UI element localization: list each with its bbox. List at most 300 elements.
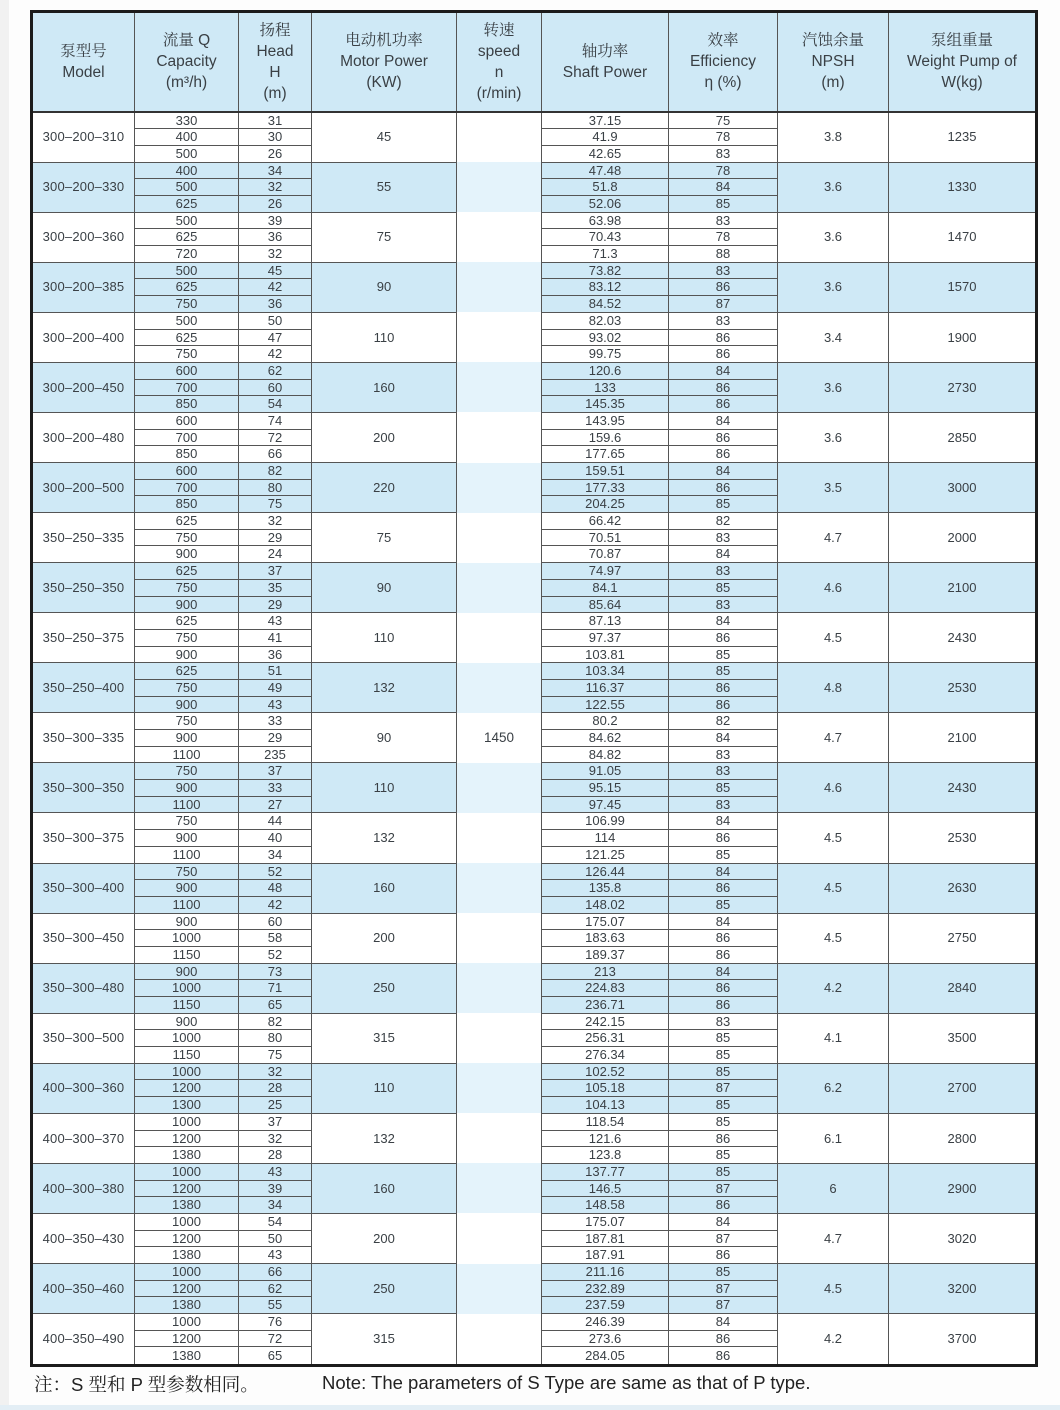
shaft-power-cell: 104.13: [542, 1097, 669, 1114]
motor-power-cell: 160: [312, 362, 457, 412]
efficiency-cell: 84: [669, 463, 778, 480]
head-cell: 55: [239, 1297, 312, 1314]
efficiency-cell: 86: [669, 930, 778, 947]
head-cell: 66: [239, 446, 312, 463]
head-cell: 82: [239, 463, 312, 480]
shaft-power-cell: 211.16: [542, 1264, 669, 1281]
pump-spec-table: [30, 10, 1038, 1367]
model-cell: 350–250–335: [32, 513, 135, 563]
spec-table-body: [32, 112, 1037, 1366]
head-cell: 60: [239, 379, 312, 396]
capacity-cell: 900: [135, 963, 239, 980]
efficiency-cell: 84: [669, 913, 778, 930]
header-line: 汽蚀余量: [801, 32, 864, 50]
capacity-cell: 1200: [135, 1230, 239, 1247]
shaft-power-cell: 137.77: [542, 1163, 669, 1180]
weight-cell: 2000: [889, 513, 1037, 563]
npsh-cell: 3.6: [778, 362, 889, 412]
capacity-cell: 625: [135, 513, 239, 530]
head-cell: 32: [239, 1063, 312, 1080]
col-header-efficiency: [669, 12, 778, 112]
shaft-power-cell: 256.31: [542, 1030, 669, 1047]
capacity-cell: 625: [135, 279, 239, 296]
efficiency-cell: 84: [669, 1213, 778, 1230]
shaft-power-cell: 103.34: [542, 663, 669, 680]
motor-power-cell: 250: [312, 963, 457, 1013]
efficiency-cell: 85: [669, 1097, 778, 1114]
weight-cell: 2630: [889, 863, 1037, 913]
table-row: [32, 663, 1037, 680]
capacity-cell: 625: [135, 229, 239, 246]
capacity-cell: 625: [135, 663, 239, 680]
capacity-cell: 600: [135, 463, 239, 480]
motor-power-cell: 160: [312, 1163, 457, 1213]
capacity-cell: 750: [135, 813, 239, 830]
capacity-cell: 1100: [135, 896, 239, 913]
efficiency-cell: 84: [669, 412, 778, 429]
shaft-power-cell: 99.75: [542, 346, 669, 363]
motor-power-cell: 110: [312, 1063, 457, 1113]
shaft-power-cell: 82.03: [542, 312, 669, 329]
model-cell: 300–200–400: [32, 312, 135, 362]
capacity-cell: 400: [135, 162, 239, 179]
efficiency-cell: 83: [669, 145, 778, 162]
npsh-cell: 4.7: [778, 713, 889, 763]
weight-cell: 3020: [889, 1213, 1037, 1263]
header-line: 转速: [483, 21, 515, 39]
shaft-power-cell: 91.05: [542, 763, 669, 780]
capacity-cell: 900: [135, 696, 239, 713]
header-line: 扬程: [259, 21, 291, 39]
motor-power-cell: 110: [312, 312, 457, 362]
shaft-power-cell: 143.95: [542, 412, 669, 429]
efficiency-cell: 86: [669, 1247, 778, 1264]
model-cell: 300–200–500: [32, 463, 135, 513]
head-cell: 54: [239, 396, 312, 413]
capacity-cell: 900: [135, 1013, 239, 1030]
shaft-power-cell: 273.6: [542, 1330, 669, 1347]
speed-cell: [457, 362, 542, 412]
efficiency-cell: 86: [669, 329, 778, 346]
motor-power-cell: 90: [312, 713, 457, 763]
motor-power-cell: 75: [312, 212, 457, 262]
shaft-power-cell: 237.59: [542, 1297, 669, 1314]
header-line: speed: [477, 42, 521, 60]
header-row: [32, 12, 1037, 112]
capacity-cell: 625: [135, 329, 239, 346]
capacity-cell: 500: [135, 145, 239, 162]
model-cell: 350–250–375: [32, 613, 135, 663]
model-cell: 300–200–385: [32, 262, 135, 312]
efficiency-cell: 86: [669, 396, 778, 413]
capacity-cell: 1000: [135, 1030, 239, 1047]
capacity-cell: 1000: [135, 930, 239, 947]
head-cell: 50: [239, 1230, 312, 1247]
motor-power-cell: 75: [312, 513, 457, 563]
motor-power-cell: 132: [312, 663, 457, 713]
head-cell: 37: [239, 763, 312, 780]
capacity-cell: 750: [135, 296, 239, 313]
shaft-power-cell: 84.1: [542, 579, 669, 596]
capacity-cell: 1000: [135, 1314, 239, 1331]
shaft-power-cell: 189.37: [542, 946, 669, 963]
shaft-power-cell: 87.13: [542, 613, 669, 630]
shaft-power-cell: 123.8: [542, 1147, 669, 1164]
head-cell: 72: [239, 429, 312, 446]
efficiency-cell: 84: [669, 963, 778, 980]
shaft-power-cell: 80.2: [542, 713, 669, 730]
capacity-cell: 1000: [135, 1163, 239, 1180]
capacity-cell: 900: [135, 596, 239, 613]
footer-note-zh: 注：S 型和 P 型参数相同。: [34, 1374, 259, 1395]
head-cell: 32: [239, 179, 312, 196]
capacity-cell: 1100: [135, 796, 239, 813]
efficiency-cell: 85: [669, 646, 778, 663]
head-cell: 62: [239, 1280, 312, 1297]
shaft-power-cell: 37.15: [542, 112, 669, 129]
model-cell: 300–200–450: [32, 362, 135, 412]
weight-cell: 1235: [889, 112, 1037, 163]
capacity-cell: 600: [135, 362, 239, 379]
capacity-cell: 1200: [135, 1330, 239, 1347]
shaft-power-cell: 121.25: [542, 846, 669, 863]
shaft-power-cell: 120.6: [542, 362, 669, 379]
model-cell: 350–300–450: [32, 913, 135, 963]
speed-cell: [457, 763, 542, 813]
capacity-cell: 850: [135, 496, 239, 513]
shaft-power-cell: 83.12: [542, 279, 669, 296]
motor-power-cell: 200: [312, 1213, 457, 1263]
head-cell: 34: [239, 162, 312, 179]
efficiency-cell: 83: [669, 262, 778, 279]
efficiency-cell: 86: [669, 946, 778, 963]
col-header-capacity: [135, 12, 239, 112]
efficiency-cell: 85: [669, 1147, 778, 1164]
npsh-cell: 4.6: [778, 763, 889, 813]
npsh-cell: 4.5: [778, 813, 889, 863]
head-cell: 36: [239, 296, 312, 313]
model-cell: 350–300–480: [32, 963, 135, 1013]
shaft-power-cell: 148.58: [542, 1197, 669, 1214]
head-cell: 65: [239, 1347, 312, 1366]
efficiency-cell: 85: [669, 1063, 778, 1080]
head-cell: 42: [239, 896, 312, 913]
header-line: H: [269, 63, 281, 81]
head-cell: 39: [239, 1180, 312, 1197]
col-header-head: [239, 12, 312, 112]
efficiency-cell: 84: [669, 362, 778, 379]
efficiency-cell: 86: [669, 346, 778, 363]
header-line: Shaft Power: [562, 63, 648, 81]
efficiency-cell: 87: [669, 1297, 778, 1314]
speed-cell: [457, 112, 542, 163]
capacity-cell: 600: [135, 412, 239, 429]
shaft-power-cell: 276.34: [542, 1047, 669, 1064]
shaft-power-cell: 85.64: [542, 596, 669, 613]
efficiency-cell: 87: [669, 1180, 778, 1197]
shaft-power-cell: 135.8: [542, 880, 669, 897]
col-header-npsh: [778, 12, 889, 112]
capacity-cell: 625: [135, 563, 239, 580]
table-row: [32, 563, 1037, 580]
npsh-cell: 4.2: [778, 963, 889, 1013]
efficiency-cell: 83: [669, 1013, 778, 1030]
npsh-cell: 3.6: [778, 412, 889, 462]
head-cell: 39: [239, 212, 312, 229]
capacity-cell: 1300: [135, 1097, 239, 1114]
motor-power-cell: 55: [312, 162, 457, 212]
capacity-cell: 1380: [135, 1147, 239, 1164]
shaft-power-cell: 121.6: [542, 1130, 669, 1147]
capacity-cell: 700: [135, 479, 239, 496]
shaft-power-cell: 70.87: [542, 546, 669, 563]
npsh-cell: 3.8: [778, 112, 889, 163]
weight-cell: 2530: [889, 663, 1037, 713]
efficiency-cell: 85: [669, 1163, 778, 1180]
capacity-cell: 750: [135, 579, 239, 596]
weight-cell: 2850: [889, 412, 1037, 462]
shaft-power-cell: 70.43: [542, 229, 669, 246]
capacity-cell: 900: [135, 913, 239, 930]
speed-cell: [457, 1213, 542, 1263]
model-cell: 400–350–490: [32, 1314, 135, 1366]
model-cell: 350–300–400: [32, 863, 135, 913]
shaft-power-cell: 177.65: [542, 446, 669, 463]
npsh-cell: 3.6: [778, 212, 889, 262]
capacity-cell: 1380: [135, 1347, 239, 1366]
speed-cell: [457, 613, 542, 663]
capacity-cell: 750: [135, 863, 239, 880]
head-cell: 30: [239, 129, 312, 146]
table-row: [32, 1013, 1037, 1030]
capacity-cell: 500: [135, 212, 239, 229]
head-cell: 29: [239, 730, 312, 747]
capacity-cell: 850: [135, 446, 239, 463]
capacity-cell: 1000: [135, 1113, 239, 1130]
page-edge-left: [0, 0, 9, 1410]
weight-cell: 2430: [889, 613, 1037, 663]
efficiency-cell: 86: [669, 479, 778, 496]
weight-cell: 3500: [889, 1013, 1037, 1063]
shaft-power-cell: 71.3: [542, 246, 669, 263]
efficiency-cell: 86: [669, 629, 778, 646]
head-cell: 51: [239, 663, 312, 680]
head-cell: 37: [239, 563, 312, 580]
footer-note: [34, 1371, 1034, 1397]
head-cell: 47: [239, 329, 312, 346]
shaft-power-cell: 41.9: [542, 129, 669, 146]
shaft-power-cell: 246.39: [542, 1314, 669, 1331]
capacity-cell: 900: [135, 646, 239, 663]
efficiency-cell: 85: [669, 1113, 778, 1130]
capacity-cell: 1000: [135, 1264, 239, 1281]
efficiency-cell: 86: [669, 446, 778, 463]
head-cell: 71: [239, 980, 312, 997]
shaft-power-cell: 232.89: [542, 1280, 669, 1297]
header-line: Motor Power: [340, 53, 428, 71]
head-cell: 49: [239, 679, 312, 696]
npsh-cell: 4.2: [778, 1314, 889, 1366]
head-cell: 33: [239, 713, 312, 730]
model-cell: 350–250–350: [32, 563, 135, 613]
efficiency-cell: 83: [669, 596, 778, 613]
header-line: (m³/h): [165, 74, 208, 92]
capacity-cell: 1380: [135, 1197, 239, 1214]
col-header-motor-power: [312, 12, 457, 112]
weight-cell: 2750: [889, 913, 1037, 963]
shaft-power-cell: 177.33: [542, 479, 669, 496]
head-cell: 43: [239, 1247, 312, 1264]
capacity-cell: 750: [135, 629, 239, 646]
weight-cell: 1470: [889, 212, 1037, 262]
head-cell: 32: [239, 1130, 312, 1147]
header-line: 流量 Q: [162, 32, 211, 50]
head-cell: 52: [239, 946, 312, 963]
table-row: [32, 112, 1037, 129]
speed-cell: [457, 463, 542, 513]
efficiency-cell: 83: [669, 746, 778, 763]
table-row: [32, 262, 1037, 279]
npsh-cell: 3.6: [778, 162, 889, 212]
shaft-power-cell: 236.71: [542, 997, 669, 1014]
capacity-cell: 1380: [135, 1247, 239, 1264]
head-cell: 43: [239, 696, 312, 713]
header-line: Model: [62, 63, 105, 81]
npsh-cell: 4.1: [778, 1013, 889, 1063]
weight-cell: 1900: [889, 312, 1037, 362]
efficiency-cell: 86: [669, 1197, 778, 1214]
head-cell: 27: [239, 796, 312, 813]
speed-cell: [457, 513, 542, 563]
table-row: [32, 613, 1037, 630]
header-line: Efficiency: [689, 53, 757, 71]
header-line: (r/min): [476, 84, 522, 102]
shaft-power-cell: 106.99: [542, 813, 669, 830]
table-row: [32, 463, 1037, 480]
table-row: [32, 362, 1037, 379]
efficiency-cell: 84: [669, 546, 778, 563]
efficiency-cell: 86: [669, 279, 778, 296]
npsh-cell: 4.7: [778, 1213, 889, 1263]
capacity-cell: 720: [135, 246, 239, 263]
weight-cell: 2100: [889, 713, 1037, 763]
motor-power-cell: 132: [312, 1113, 457, 1163]
head-cell: 36: [239, 646, 312, 663]
efficiency-cell: 84: [669, 813, 778, 830]
header-line: Head: [256, 42, 294, 60]
table-row: [32, 162, 1037, 179]
capacity-cell: 900: [135, 546, 239, 563]
header-line: 泵组重量: [930, 32, 993, 50]
header-line: W(kg): [941, 74, 983, 92]
shaft-power-cell: 183.63: [542, 930, 669, 947]
motor-power-cell: 200: [312, 913, 457, 963]
model-cell: 300–200–330: [32, 162, 135, 212]
efficiency-cell: 83: [669, 312, 778, 329]
table-row: [32, 1163, 1037, 1180]
head-cell: 28: [239, 1147, 312, 1164]
efficiency-cell: 86: [669, 880, 778, 897]
shaft-power-cell: 187.91: [542, 1247, 669, 1264]
efficiency-cell: 85: [669, 196, 778, 213]
header-line: Weight Pump of: [907, 53, 1017, 71]
efficiency-cell: 85: [669, 663, 778, 680]
motor-power-cell: 160: [312, 863, 457, 913]
speed-cell: [457, 663, 542, 713]
speed-cell: [457, 162, 542, 212]
motor-power-cell: 132: [312, 813, 457, 863]
efficiency-cell: 84: [669, 613, 778, 630]
efficiency-cell: 86: [669, 1347, 778, 1366]
model-cell: 300–200–480: [32, 412, 135, 462]
shaft-power-cell: 73.82: [542, 262, 669, 279]
capacity-cell: 700: [135, 429, 239, 446]
efficiency-cell: 86: [669, 429, 778, 446]
capacity-cell: 1200: [135, 1280, 239, 1297]
efficiency-cell: 78: [669, 129, 778, 146]
shaft-power-cell: 133: [542, 379, 669, 396]
shaft-power-cell: 95.15: [542, 780, 669, 797]
speed-cell: [457, 563, 542, 613]
capacity-cell: 400: [135, 129, 239, 146]
head-cell: 65: [239, 997, 312, 1014]
efficiency-cell: 86: [669, 1130, 778, 1147]
npsh-cell: 6.1: [778, 1113, 889, 1163]
npsh-cell: 4.5: [778, 1264, 889, 1314]
table-row: [32, 1314, 1037, 1331]
shaft-power-cell: 175.07: [542, 1213, 669, 1230]
speed-cell: [457, 1264, 542, 1314]
model-cell: 350–250–400: [32, 663, 135, 713]
capacity-cell: 625: [135, 196, 239, 213]
speed-cell: 1450: [457, 713, 542, 763]
shaft-power-cell: 126.44: [542, 863, 669, 880]
model-cell: 350–300–375: [32, 813, 135, 863]
table-row: [32, 763, 1037, 780]
capacity-cell: 900: [135, 880, 239, 897]
npsh-cell: 4.5: [778, 913, 889, 963]
header-line: n: [494, 63, 504, 81]
shaft-power-cell: 175.07: [542, 913, 669, 930]
shaft-power-cell: 159.6: [542, 429, 669, 446]
model-cell: 400–350–460: [32, 1264, 135, 1314]
npsh-cell: 3.6: [778, 262, 889, 312]
head-cell: 62: [239, 362, 312, 379]
head-cell: 80: [239, 1030, 312, 1047]
header-line: 效率: [707, 32, 739, 50]
efficiency-cell: 86: [669, 696, 778, 713]
shaft-power-cell: 187.81: [542, 1230, 669, 1247]
efficiency-cell: 85: [669, 496, 778, 513]
shaft-power-cell: 97.37: [542, 629, 669, 646]
efficiency-cell: 87: [669, 1080, 778, 1097]
head-cell: 66: [239, 1264, 312, 1281]
model-cell: 300–200–310: [32, 112, 135, 163]
efficiency-cell: 84: [669, 179, 778, 196]
head-cell: 235: [239, 746, 312, 763]
table-row: [32, 713, 1037, 730]
capacity-cell: 1200: [135, 1080, 239, 1097]
weight-cell: 3200: [889, 1264, 1037, 1314]
head-cell: 52: [239, 863, 312, 880]
shaft-power-cell: 47.48: [542, 162, 669, 179]
header-line: η (%): [704, 74, 742, 92]
shaft-power-cell: 213: [542, 963, 669, 980]
head-cell: 60: [239, 913, 312, 930]
capacity-cell: 850: [135, 396, 239, 413]
efficiency-cell: 84: [669, 863, 778, 880]
col-header-model: [32, 12, 135, 112]
